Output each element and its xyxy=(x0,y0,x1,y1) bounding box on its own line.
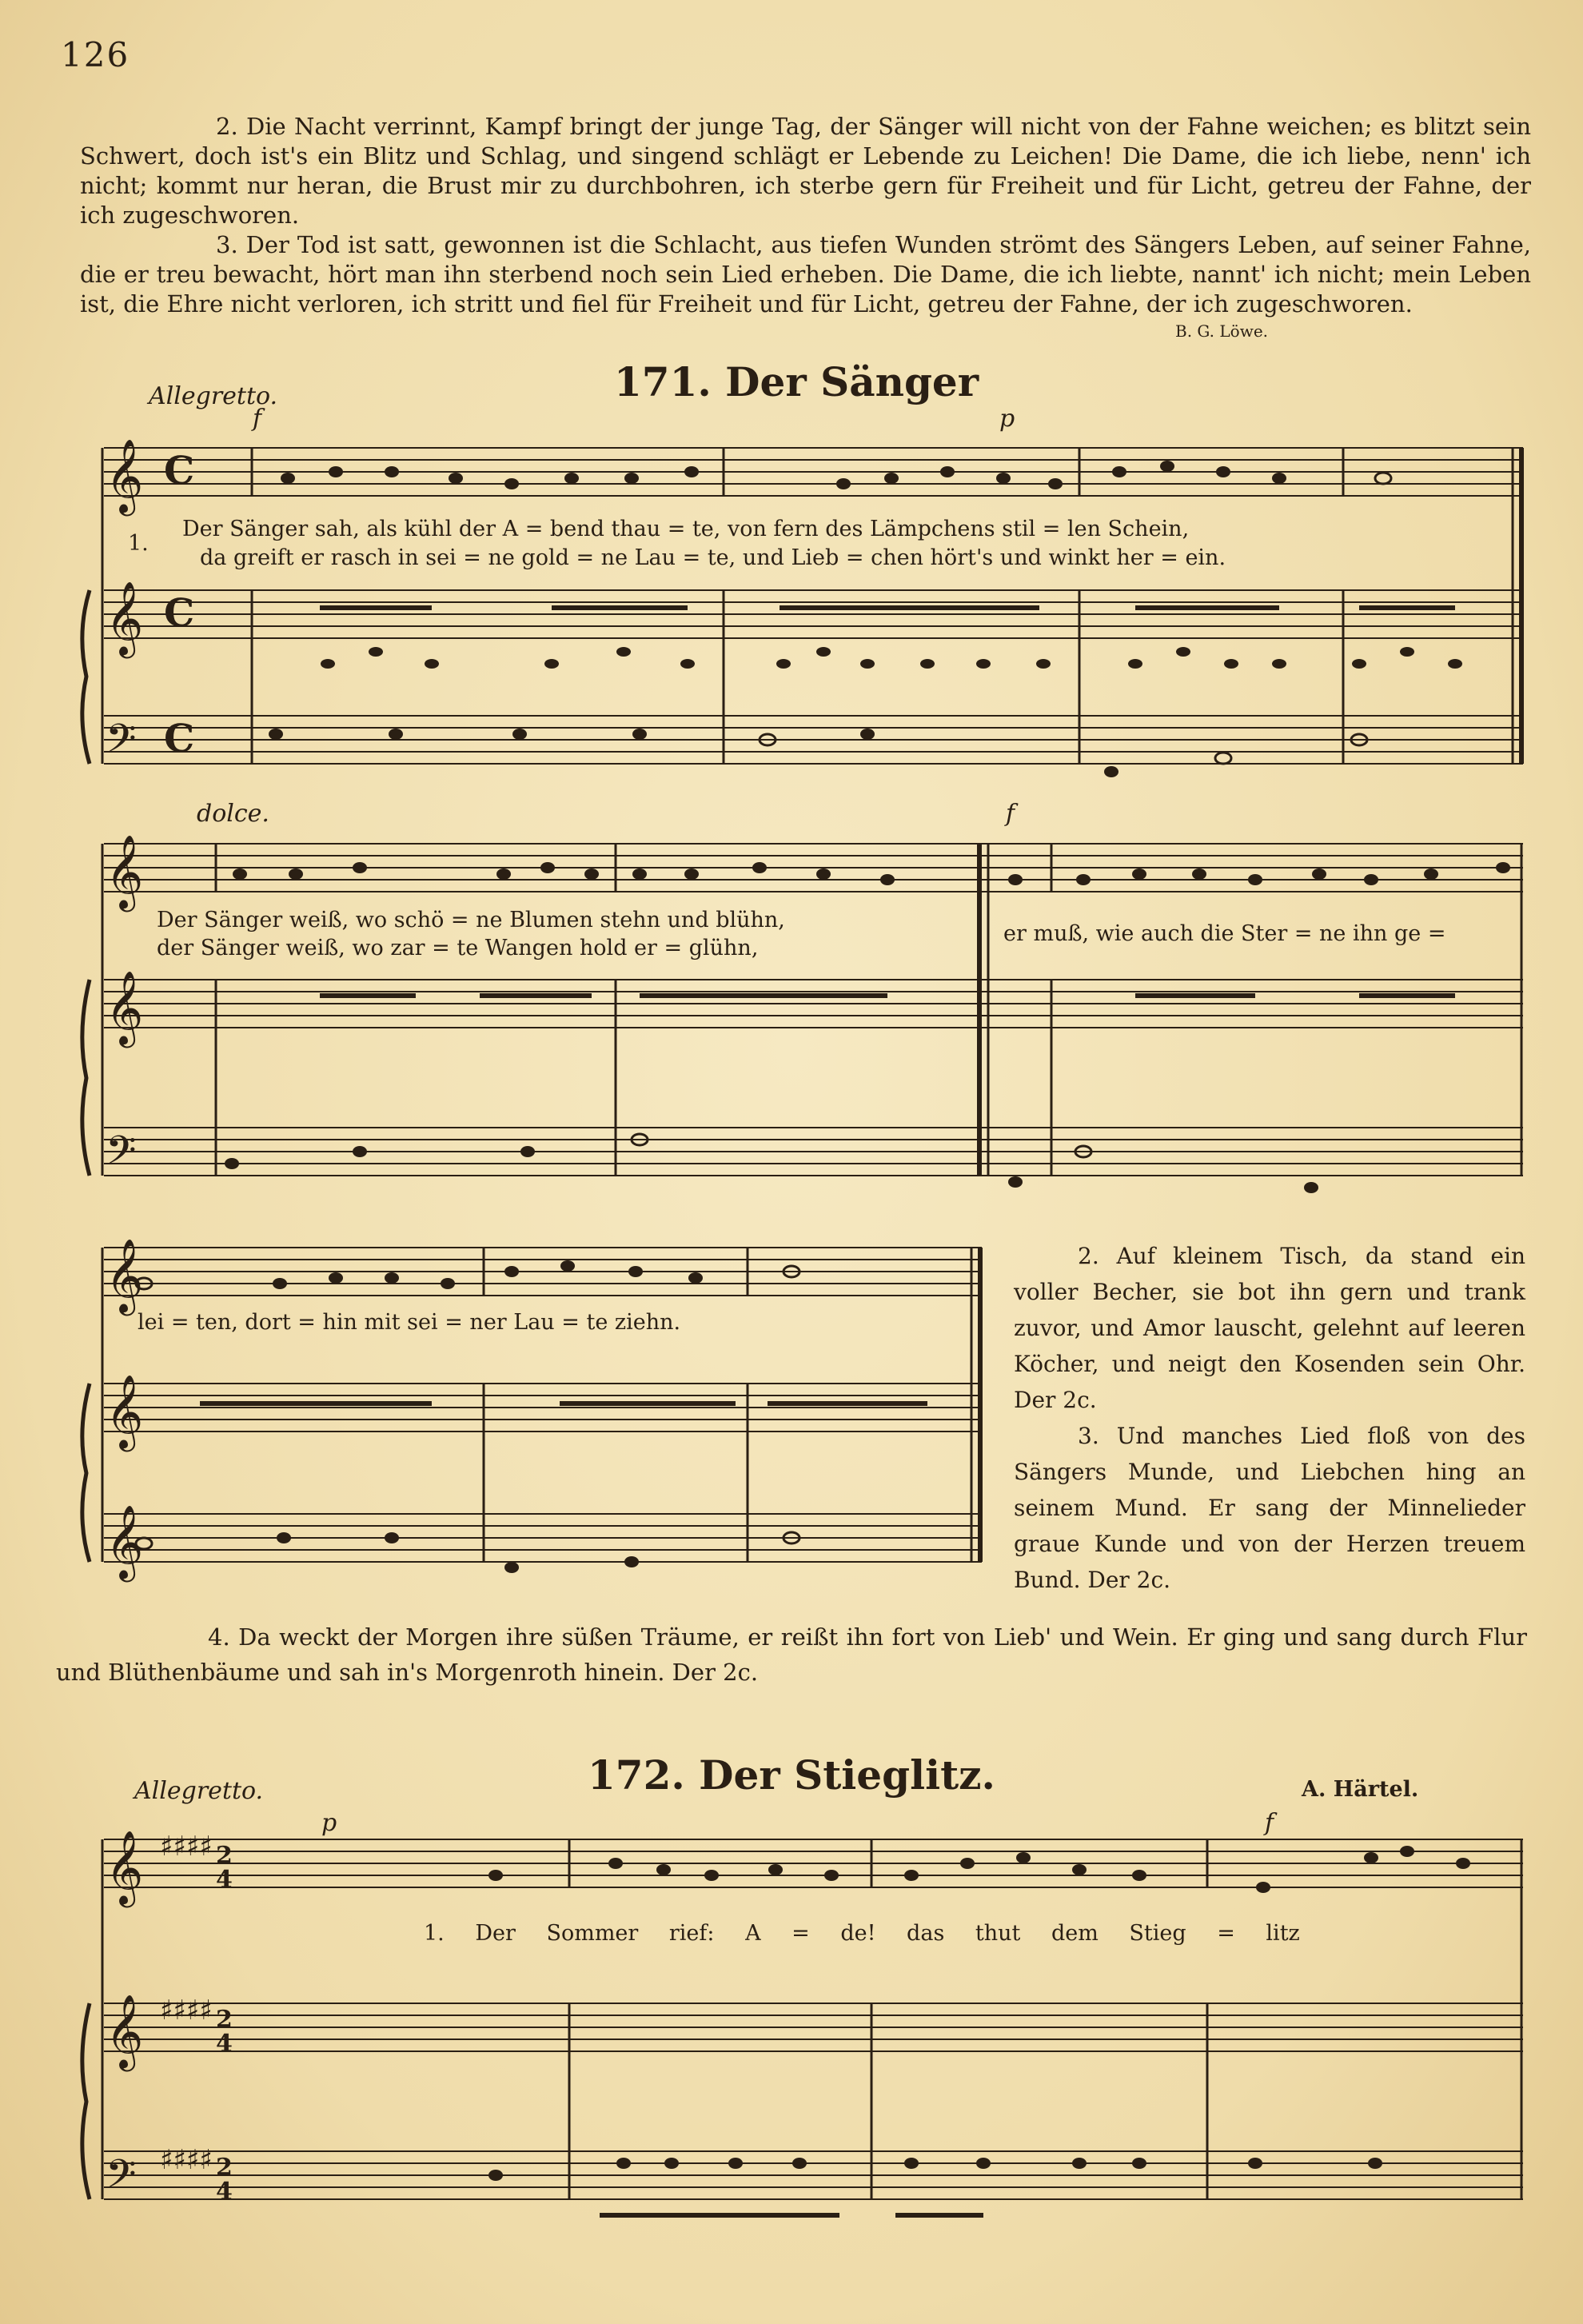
song171-tempo: Allegretto. xyxy=(149,382,278,410)
song171-lyrics-row3: lei = ten, dort = hin mit sei = ner Lau = te ziehn. xyxy=(138,1310,681,1335)
song171-dynamic-dolce: dolce. xyxy=(197,800,269,828)
svg-text:♯♯♯♯: ♯♯♯♯ xyxy=(160,1995,213,2027)
piano-braces xyxy=(82,590,90,2199)
svg-text:𝄞: 𝄞 xyxy=(106,438,144,513)
song171-lyrics-row2-line2: der Sänger weiß, wo zar = te Wangen hold er = glühn, xyxy=(157,936,759,960)
svg-text:C: C xyxy=(164,591,195,636)
song172-title: 172. Der Stieglitz. xyxy=(588,1751,995,1799)
svg-text:𝄢: 𝄢 xyxy=(106,1128,137,1184)
system2-bass-staff xyxy=(104,1128,1523,1176)
song171-lyrics-row1-line2: da greift er rasch in sei = ne gold = ne Lau = te, und Lieb = chen hört's und winkt her = ein. xyxy=(200,545,1226,570)
system3-voice-staff xyxy=(104,1248,982,1296)
song172-dynamic-p: p xyxy=(321,1809,337,1837)
song171-verse-2: 2. Auf kleinem Tisch, da stand ein voller Becher, sie bot ihn gern und trank zuvor, und Amor lauscht, gelehnt auf leeren Köcher, und neigt den Kosenden sein Ohr. Der 2c. xyxy=(1014,1243,1525,1413)
key-signatures xyxy=(160,1831,213,2176)
song172-lyrics: 1. Der Sommer rief: A = de! das thut dem Stieg = litz xyxy=(424,1921,1300,1946)
song171-dynamic-f-2: f xyxy=(1006,800,1015,828)
song172-tempo: Allegretto. xyxy=(134,1777,264,1805)
svg-text:♯♯♯♯: ♯♯♯♯ xyxy=(160,1831,213,1863)
svg-text:𝄢: 𝄢 xyxy=(106,2151,137,2207)
song171-lyrics-row2-line1: Der Sänger weiß, wo schö = ne Blumen stehn und blühn, xyxy=(157,908,785,932)
svg-text:2: 2 xyxy=(216,2154,233,2182)
svg-text:C: C xyxy=(164,449,195,493)
page-number: 126 xyxy=(61,35,130,74)
system1-voice-staff xyxy=(104,448,1523,496)
song171-title: 171. Der Sänger xyxy=(614,358,979,405)
system3-treble-staff xyxy=(104,1384,982,1432)
song172-dynamic-f: f xyxy=(1265,1809,1274,1837)
prev-song-attribution: B. G. Löwe. xyxy=(1175,321,1269,341)
system4-treble-staff xyxy=(104,2003,1523,2051)
system4-bass-staff xyxy=(104,2151,1523,2199)
prev-verse-3: 3. Der Tod ist satt, gewonnen ist die Schlacht, aus tiefen Wunden strömt des Sängers Leben, auf seiner Fahne, die er treu bewacht, hört man ihn sterbend noch sein Lied erheben. Die Dame, die ich liebte, nannt' ich nicht; mein Leben ist, die Ehre nicht verloren, ich stritt und fiel für Freiheit und für Licht, getreu der Fahne, der ich zugeschworen. xyxy=(80,231,1531,317)
song171-verse-number: 1. xyxy=(128,531,149,556)
svg-text:𝄞: 𝄞 xyxy=(106,1374,144,1448)
system2-voice-staff xyxy=(104,844,1523,892)
system3-bass-staff xyxy=(104,1514,982,1562)
song172-composer: A. Härtel. xyxy=(1302,1777,1419,1802)
song171-verse-3: 3. Und manches Lied floß von des Sängers Munde, und Liebchen hing an seinem Mund. Er sang der Minnelieder graue Kunde und von der Herzen treuem Bund. Der 2c. xyxy=(1014,1423,1525,1593)
svg-text:2: 2 xyxy=(216,2006,233,2034)
svg-text:2: 2 xyxy=(216,1842,233,1870)
song171-lyrics-row2-line3: er muß, wie auch die Ster = ne ihn ge = xyxy=(1003,921,1446,946)
svg-text:𝄞: 𝄞 xyxy=(106,970,144,1044)
svg-text:𝄞: 𝄞 xyxy=(106,1238,144,1312)
svg-text:𝄞: 𝄞 xyxy=(106,1830,144,1904)
svg-text:4: 4 xyxy=(216,2030,233,2058)
system1-treble-staff xyxy=(104,590,1523,638)
song171-dynamic-p: p xyxy=(999,405,1015,433)
svg-text:4: 4 xyxy=(216,2178,233,2206)
svg-text:𝄞: 𝄞 xyxy=(106,834,144,908)
song171-side-verses xyxy=(1014,1238,1525,1598)
svg-text:♯♯♯♯: ♯♯♯♯ xyxy=(160,2144,213,2176)
svg-text:𝄢: 𝄢 xyxy=(106,716,137,772)
song171-dynamic-f: f xyxy=(253,405,262,433)
song171-lyrics-row1-line1: Der Sänger sah, als kühl der A = bend thau = te, von fern des Lämpchens stil = len Schein, xyxy=(182,517,1190,541)
system1-bass-staff xyxy=(104,716,1523,764)
system4-voice-staff xyxy=(104,1839,1523,1887)
prev-verse-2: 2. Die Nacht verrinnt, Kampf bringt der junge Tag, der Sänger will nicht von der Fahne weichen; es blitzt sein Schwert, doch ist's ein Blitz und Schlag, und singend schlägt er Lebende zu Leichen! Die Dame, die ich liebe, nenn' ich nicht; kommt nur heran, die Brust mir zu durchbohren, ich sterbe gern für Freiheit und für Licht, getreu der Fahne, der ich zugeschworen. xyxy=(80,113,1531,229)
system2-treble-staff xyxy=(104,980,1523,1028)
svg-text:C: C xyxy=(164,717,195,761)
song171-verse-4-block xyxy=(56,1619,1527,1690)
svg-text:𝄞: 𝄞 xyxy=(106,1504,144,1579)
svg-text:4: 4 xyxy=(216,1866,233,1894)
song171-verse-4: 4. Da weckt der Morgen ihre süßen Träume, er reißt ihn fort von Lieb' und Wein. Er ging und sang durch Flur und Blüthenbäume und sah in's Morgenroth hinein. Der 2c. xyxy=(56,1623,1527,1686)
svg-text:𝄞: 𝄞 xyxy=(106,581,144,655)
svg-text:𝄞: 𝄞 xyxy=(106,1994,144,2068)
